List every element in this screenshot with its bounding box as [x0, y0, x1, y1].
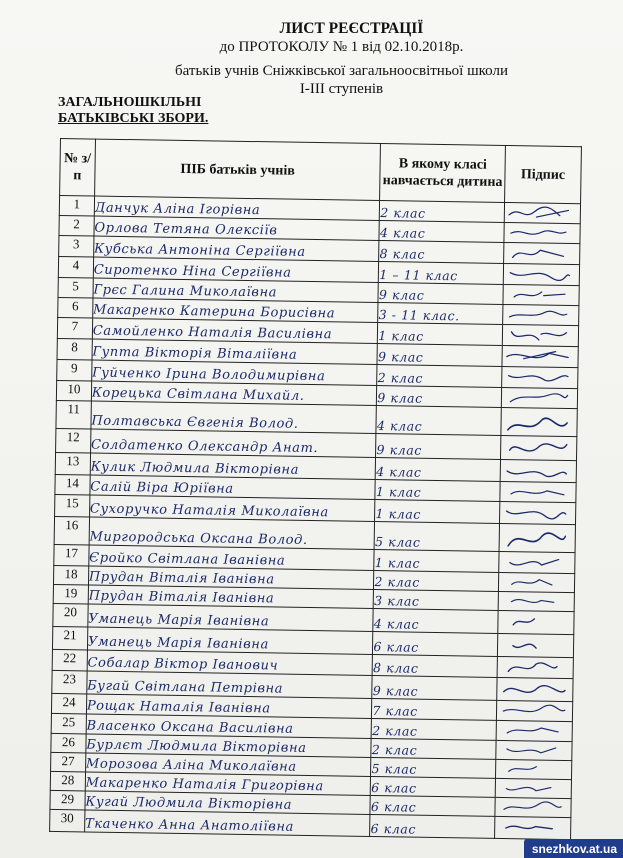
- class-cell: 2 клас: [374, 570, 499, 591]
- class-cell: 1 клас: [375, 499, 500, 523]
- row-number: 7: [57, 317, 92, 339]
- handwritten-signature: [499, 592, 573, 610]
- handwritten-signature: [504, 243, 578, 263]
- handwritten-signature: [497, 678, 571, 700]
- signature-cell: [501, 387, 577, 408]
- signature-cell: [502, 366, 578, 388]
- handwritten-signature: [498, 611, 572, 633]
- signature-cell: [495, 816, 571, 839]
- handwritten-signature: [495, 817, 569, 838]
- parent-name-cell: Уманець Марія Іванівна: [87, 627, 373, 654]
- class-cell: 1 – 11 клас: [379, 262, 504, 285]
- signature-cell: [499, 523, 575, 552]
- handwritten-signature: [502, 367, 576, 387]
- row-number: 6: [58, 297, 93, 318]
- site-watermark: snezhkov.at.ua: [524, 839, 623, 858]
- row-number: 15: [55, 494, 90, 517]
- row-number: 20: [53, 603, 88, 627]
- class-cell: 9 клас: [376, 434, 501, 460]
- handwritten-signature: [496, 760, 570, 778]
- class-cell: 6 клас: [371, 776, 496, 797]
- table-body: [50, 196, 581, 840]
- row-number: 30: [50, 809, 85, 832]
- class-cell: 2 клас: [372, 718, 497, 740]
- parent-name-cell: Корецька Світлана Михайл.: [91, 381, 377, 405]
- row-number: 21: [52, 626, 87, 650]
- class-cell: 8 клас: [373, 654, 498, 677]
- row-number: 29: [50, 790, 85, 810]
- document-title: ЛИСТ РЕЄСТРАЦІЇ: [279, 20, 424, 37]
- school-line: батьків учнів Сніжківської загальноосвітньої школи: [174, 63, 508, 79]
- class-cell: 2 клас: [371, 738, 496, 759]
- signature-cell: [495, 797, 571, 817]
- class-cell: 9 клас: [377, 386, 502, 408]
- handwritten-signature: [496, 741, 570, 759]
- signature-cell: [501, 435, 577, 460]
- signature-cell: [498, 610, 574, 634]
- row-number: 9: [57, 359, 92, 381]
- handwritten-signature: [499, 573, 573, 591]
- signature-cell: [499, 501, 575, 524]
- parent-name-cell: Макаренко Наталія Григорівна: [85, 772, 371, 795]
- row-number: 13: [55, 452, 90, 475]
- signature-cell: [495, 778, 571, 798]
- row-number: 24: [51, 693, 86, 714]
- class-cell: 6 клас: [373, 631, 498, 656]
- parent-name-cell: Данчук Аліна Ігорівна: [94, 196, 380, 220]
- signature-cell: [497, 633, 573, 657]
- parent-name-cell: Кубська Антоніна Сергіївна: [93, 236, 379, 261]
- handwritten-signature: [498, 634, 572, 656]
- handwritten-signature: [501, 460, 575, 481]
- handwritten-signature: [502, 346, 576, 366]
- signature-cell: [498, 572, 574, 592]
- parent-name-cell: Гуйченко Ірина Володимирівна: [91, 360, 377, 385]
- registration-table: [49, 138, 582, 840]
- class-cell: 7 клас: [372, 698, 497, 720]
- handwritten-signature: [498, 657, 572, 677]
- handwritten-signature: [502, 388, 576, 407]
- class-cell: 4 клас: [376, 458, 501, 482]
- row-number: 5: [58, 277, 93, 298]
- signature-cell: [496, 720, 572, 741]
- row-number: 22: [52, 649, 87, 671]
- parent-name-cell: Бугай Світлана Петрівна: [87, 671, 373, 698]
- header-class: В якому класі навчається дитина: [380, 144, 505, 203]
- signature-cell: [496, 740, 572, 760]
- header-signature: Підпис: [505, 145, 582, 203]
- row-number: 17: [54, 544, 89, 566]
- header-number: № з/п: [60, 139, 96, 197]
- row-number: 14: [55, 474, 90, 495]
- parent-name-cell: Сухоручко Наталія Миколаївна: [89, 495, 375, 521]
- class-cell: 1 клас: [374, 549, 499, 572]
- class-cell: 5 клас: [374, 521, 499, 551]
- parent-name-cell: Солдатенко Олександр Анат.: [90, 429, 376, 457]
- parent-name-cell: Собалар Віктор Іванович: [87, 650, 373, 675]
- row-number: 2: [59, 215, 94, 236]
- parent-name-cell: Рощак Наталія Іванівна: [86, 694, 372, 718]
- parent-name-cell: Орлова Тетяна Олексіїв: [94, 216, 380, 240]
- header-parent-name: ПІБ батьків учнів: [94, 139, 380, 200]
- handwritten-signature: [497, 721, 571, 740]
- handwritten-signature: [497, 701, 571, 720]
- row-number: 11: [56, 400, 91, 429]
- signature-cell: [503, 284, 579, 305]
- handwritten-signature: [499, 552, 573, 572]
- signature-cell: [499, 551, 575, 573]
- class-cell: 9 клас: [378, 283, 503, 305]
- row-number: 4: [58, 256, 93, 278]
- handwritten-signature: [495, 798, 569, 816]
- class-cell: 3 - 11 клас.: [378, 303, 503, 325]
- parent-name-cell: Кулик Людмила Вікторівна: [90, 453, 376, 479]
- signature-cell: [496, 700, 572, 721]
- row-number: 10: [56, 380, 91, 401]
- handwritten-signature: [500, 524, 574, 551]
- signature-cell: [503, 304, 579, 325]
- class-cell: 5 клас: [371, 757, 496, 778]
- row-number: 26: [51, 733, 86, 753]
- row-number: 25: [51, 713, 86, 734]
- signature-cell: [497, 677, 573, 701]
- signature-cell: [497, 656, 573, 678]
- row-number: 19: [53, 584, 88, 604]
- parent-name-cell: Бурлєт Людмила Вікторівна: [86, 734, 372, 757]
- parent-name-cell: Ткаченко Анна Анатоліївна: [84, 810, 370, 836]
- protocol-line: до ПРОТОКОЛУ № 1 від 02.10.2018р.: [219, 39, 464, 55]
- signature-cell: [504, 202, 580, 223]
- class-cell: 3 клас: [374, 589, 499, 610]
- row-number: 27: [51, 752, 86, 772]
- parent-name-cell: Грєс Галина Миколаївна: [93, 278, 379, 302]
- signature-cell: [498, 591, 574, 611]
- class-cell: 4 клас: [376, 406, 501, 436]
- signature-cell: [501, 407, 577, 436]
- signature-cell: [503, 263, 579, 285]
- parent-name-cell: Салій Віра Юріївна: [90, 475, 376, 499]
- meeting-line-2: БАТЬКІВСЬКІ ЗБОРИ.: [58, 111, 209, 126]
- parent-name-cell: Сиротенко Ніна Сергіївна: [93, 257, 379, 282]
- class-cell: 4 клас: [379, 221, 504, 243]
- class-cell: 6 клас: [370, 795, 495, 816]
- parent-name-cell: Самойленко Наталія Василівна: [92, 318, 378, 343]
- class-cell: 8 клас: [379, 241, 504, 264]
- row-number: 28: [50, 771, 85, 791]
- parent-name-cell: Прудан Віталія Іванівна: [88, 566, 374, 589]
- row-number: 8: [57, 338, 92, 360]
- signature-cell: [495, 759, 571, 779]
- handwritten-signature: [501, 436, 575, 459]
- class-cell: 1 клас: [375, 479, 500, 501]
- parent-name-cell: Гупта Вікторія Віталіївна: [92, 339, 378, 364]
- parent-name-cell: Морозова Аліна Миколаївна: [85, 753, 371, 776]
- class-cell: 9 клас: [372, 675, 497, 700]
- handwritten-signature: [504, 264, 578, 284]
- signature-cell: [500, 459, 576, 482]
- row-number: 16: [54, 516, 89, 545]
- meeting-title: [58, 95, 208, 127]
- handwritten-signature: [505, 203, 579, 222]
- row-number: 3: [59, 235, 94, 257]
- row-number: 1: [59, 196, 94, 217]
- handwritten-signature: [500, 482, 574, 501]
- class-cell: 6 клас: [370, 814, 495, 838]
- class-cell: 2 клас: [377, 365, 502, 388]
- signature-cell: [504, 222, 580, 243]
- meeting-line-1: ЗАГАЛЬНОШКІЛЬНІ: [58, 95, 202, 110]
- row-number: 23: [52, 670, 87, 694]
- handwritten-signature: [500, 502, 574, 523]
- parent-name-cell: Миргородська Оксана Волод.: [89, 517, 375, 549]
- class-cell: 2 клас: [380, 201, 505, 223]
- signature-cell: [502, 345, 578, 367]
- parent-name-cell: Єройко Світлана Іванівна: [89, 545, 375, 570]
- class-cell: 9 клас: [377, 344, 502, 367]
- handwritten-signature: [503, 285, 577, 304]
- handwritten-signature: [503, 305, 577, 324]
- handwritten-signature: [496, 779, 570, 797]
- parent-name-cell: Макаренко Катерина Борисівна: [92, 298, 378, 322]
- parent-name-cell: Власенко Оксана Василівна: [86, 714, 372, 738]
- signature-cell: [500, 481, 576, 502]
- parent-name-cell: Кугай Людмила Вікторівна: [85, 791, 371, 814]
- row-number: 18: [53, 565, 88, 585]
- signature-cell: [504, 242, 580, 264]
- handwritten-signature: [504, 223, 578, 242]
- row-number: 12: [56, 428, 91, 453]
- levels-line: I-III ступенів: [299, 81, 384, 97]
- handwritten-signature: [503, 325, 577, 345]
- class-cell: 4 клас: [373, 608, 498, 633]
- signature-cell: [502, 324, 578, 346]
- parent-name-cell: Полтавська Євгенія Волод.: [91, 401, 377, 433]
- handwritten-signature: [501, 408, 575, 435]
- parent-name-cell: Уманець Марія Іванівна: [88, 604, 374, 631]
- class-cell: 1 клас: [378, 323, 503, 346]
- table-header-row: [60, 139, 582, 204]
- parent-name-cell: Прудан Віталія Іванівна: [88, 585, 374, 608]
